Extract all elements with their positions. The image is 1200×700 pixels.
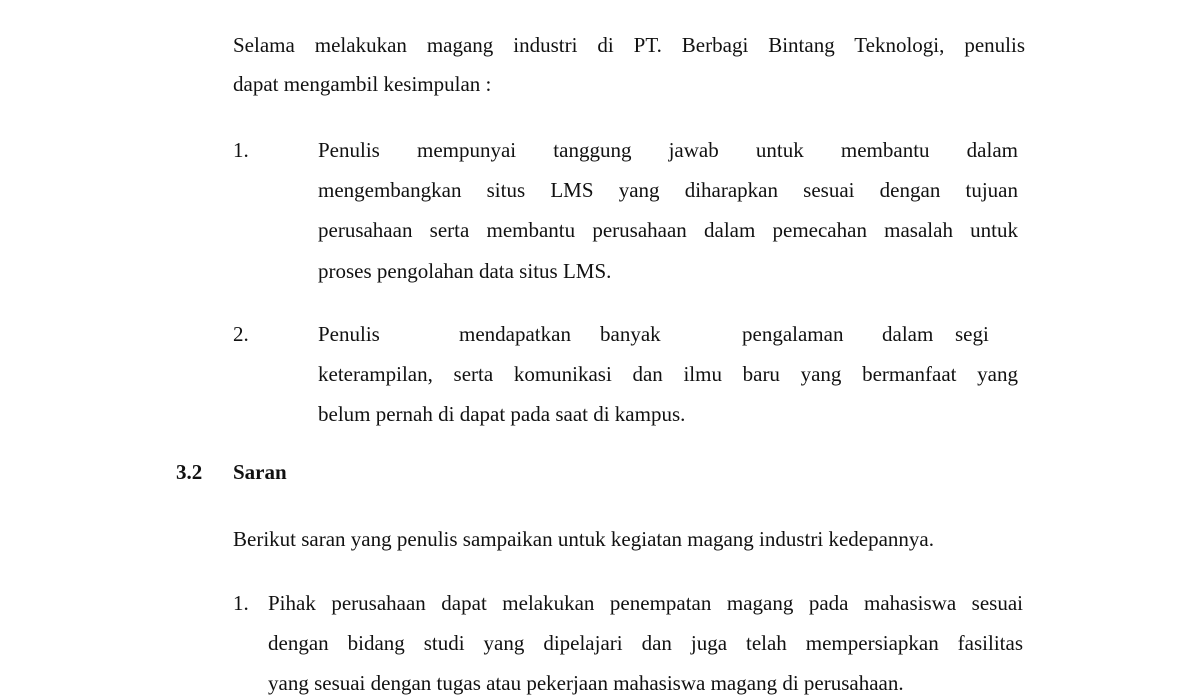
section-title: Saran — [233, 460, 287, 484]
conclusion-2-number: 2. — [233, 322, 249, 346]
suggestion-1-line-2: dengan bidang studi yang dipelajari dan juga telah mempersiapkan fasilitas — [268, 631, 1023, 655]
conclusion-1-line-3: perusahaan serta membantu perusahaan dalam pemecahan masalah untuk — [318, 218, 1018, 242]
conclusion-1-line-2: mengembangkan situs LMS yang diharapkan sesuai dengan tujuan — [318, 178, 1018, 202]
intro-line-1: Selama melakukan magang industri di PT. Berbagi Bintang Teknologi, penulis — [233, 33, 1025, 57]
suggestions-intro: Berikut saran yang penulis sampaikan untuk kegiatan magang industri kedepannya. — [233, 527, 934, 551]
intro-line-2: dapat mengambil kesimpulan : — [233, 72, 492, 96]
conclusion-1-line-1: Penulis mempunyai tanggung jawab untuk membantu dalam — [318, 138, 1018, 162]
conclusion-2-line-3: belum pernah di dapat pada saat di kampus. — [318, 402, 686, 426]
suggestion-1-number: 1. — [233, 591, 249, 615]
conclusion-2-word: pengalaman — [742, 322, 844, 346]
suggestion-1-line-3: yang sesuai dengan tugas atau pekerjaan mahasiswa magang di perusahaan. — [268, 671, 904, 695]
conclusion-2-word: mendapatkan — [459, 322, 571, 346]
conclusion-2-word: banyak — [600, 322, 661, 346]
conclusion-2-word: dalam — [882, 322, 934, 346]
conclusion-2-word: segi — [955, 322, 989, 346]
conclusion-2-line-2: keterampilan, serta komunikasi dan ilmu baru yang bermanfaat yang — [318, 362, 1018, 386]
conclusion-1-number: 1. — [233, 138, 249, 162]
suggestion-1-line-1: Pihak perusahaan dapat melakukan penempatan magang pada mahasiswa sesuai — [268, 591, 1023, 615]
conclusion-2-word: Penulis — [318, 322, 380, 346]
section-number: 3.2 — [176, 460, 203, 484]
conclusion-1-line-4: proses pengolahan data situs LMS. — [318, 259, 612, 283]
